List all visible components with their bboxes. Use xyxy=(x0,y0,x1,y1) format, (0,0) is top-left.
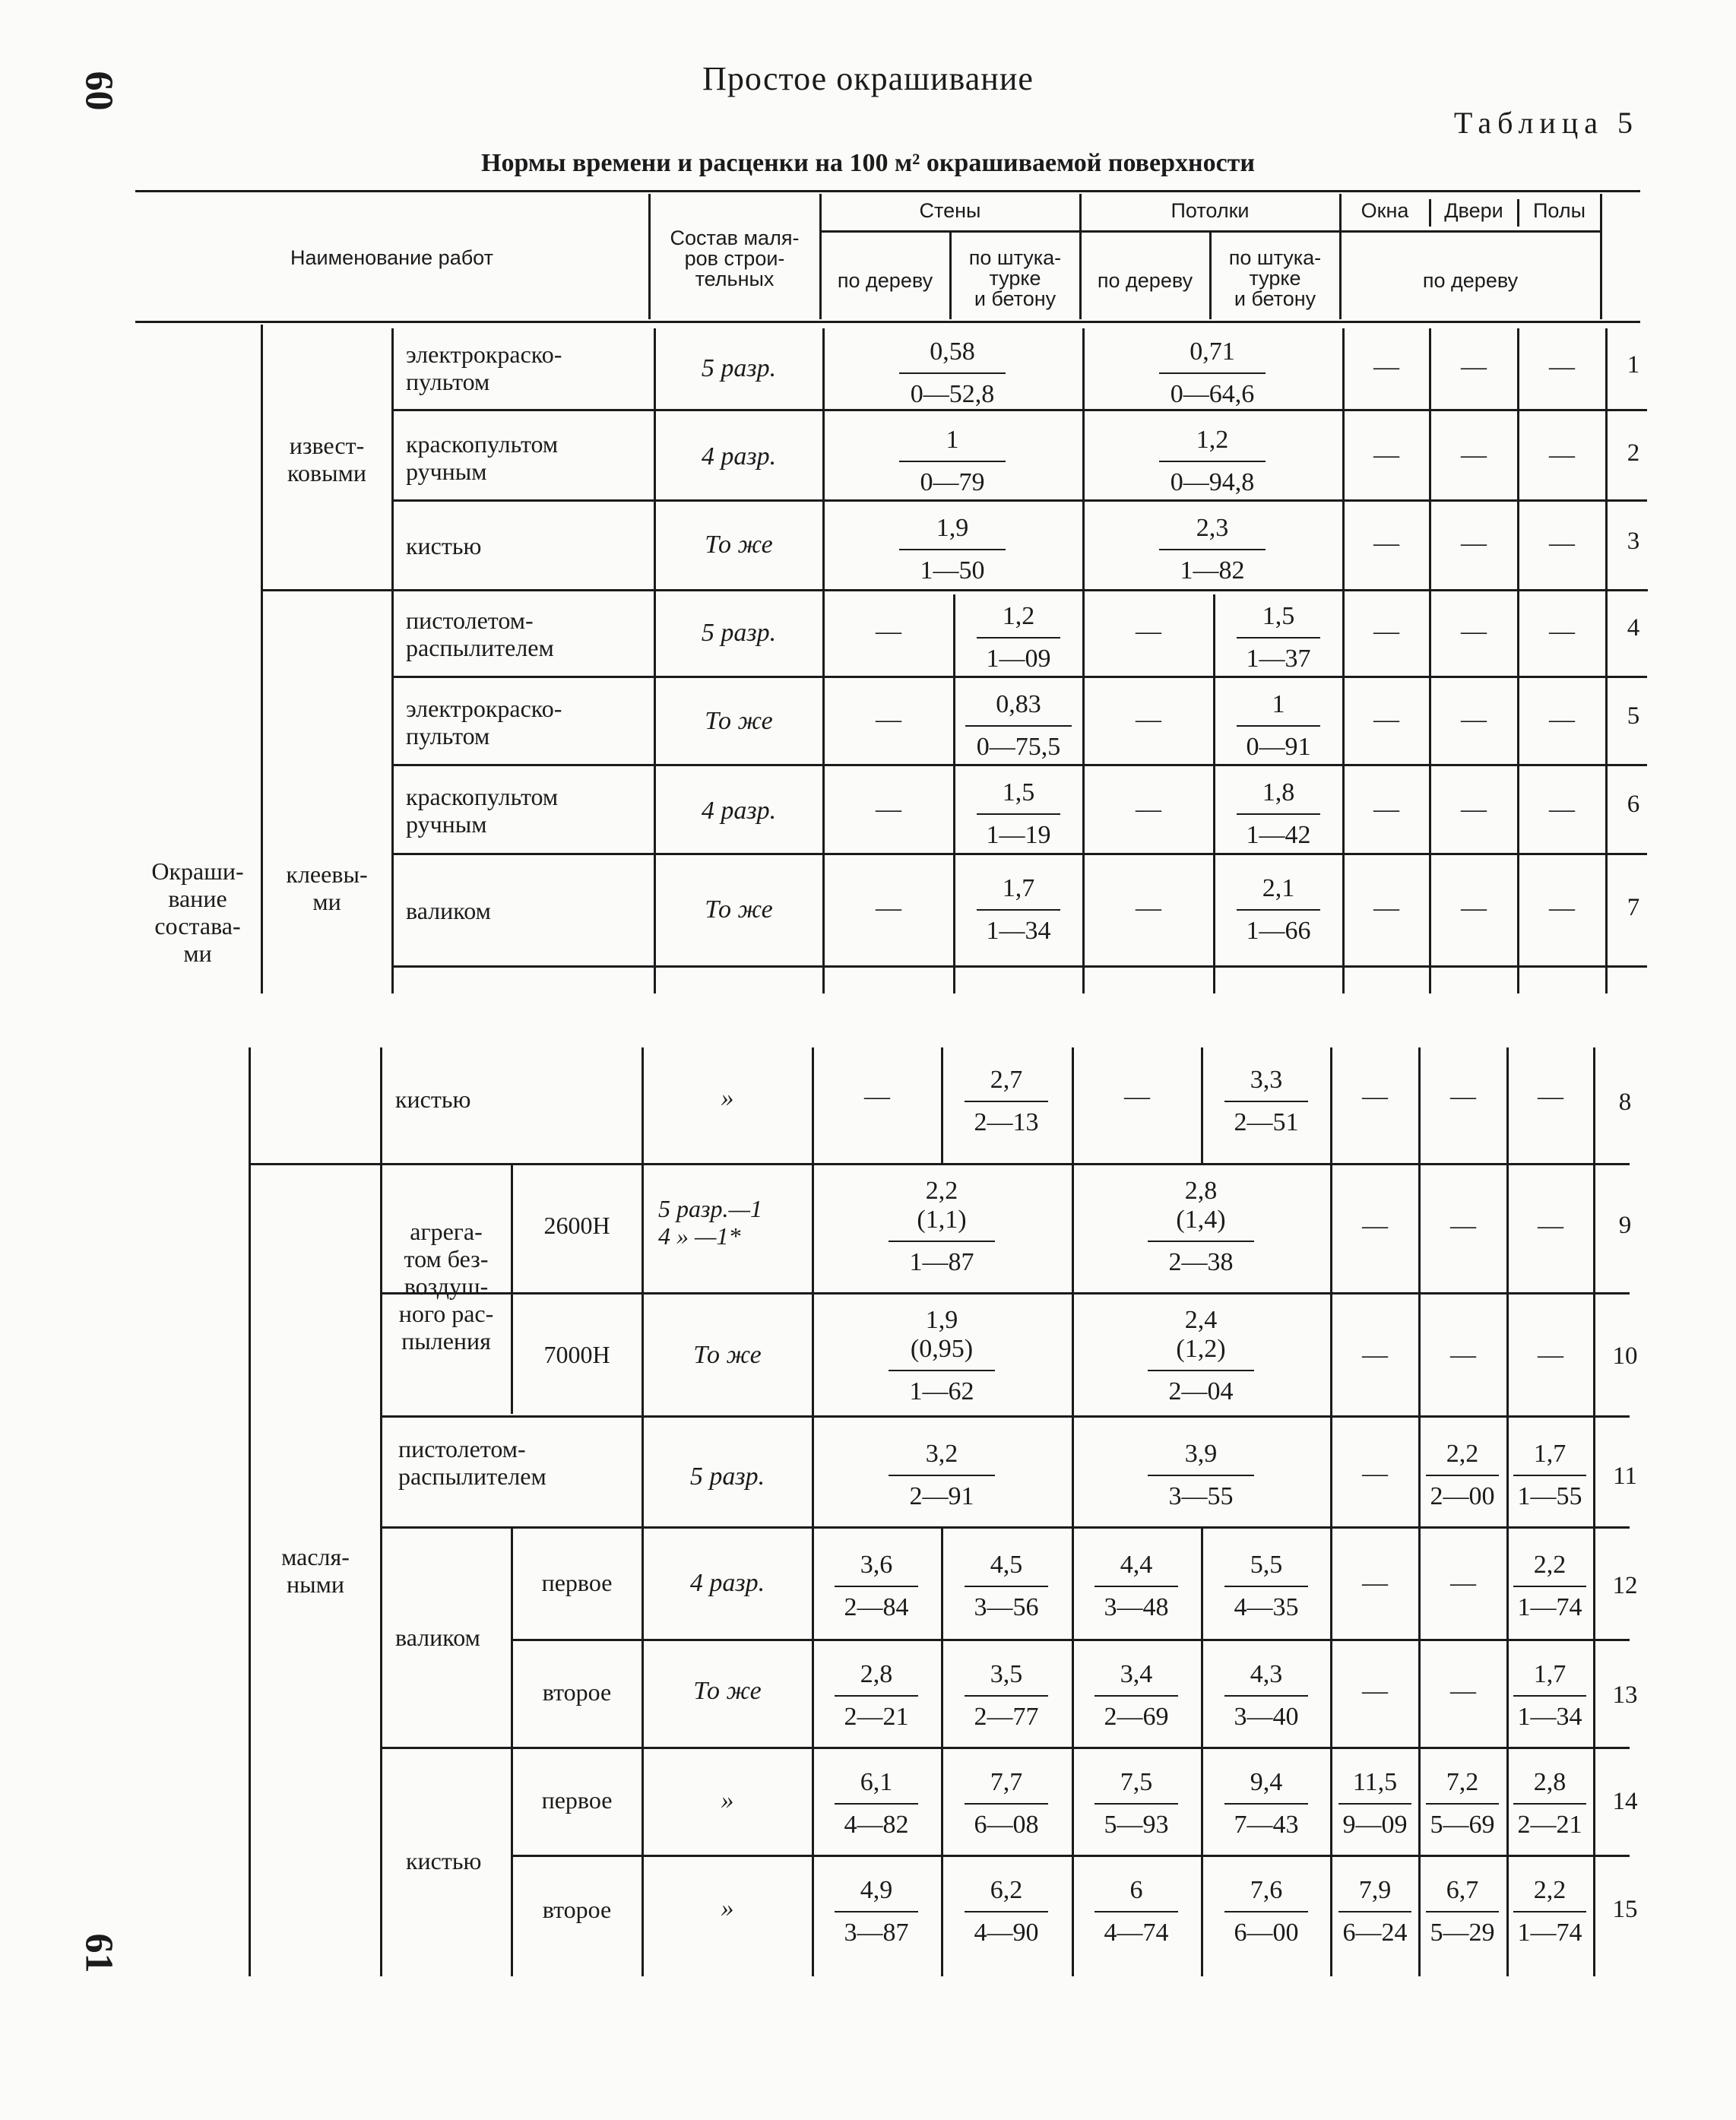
row-10-windows: — xyxy=(1362,1341,1388,1369)
row-11-ceil-norm: 3,9 xyxy=(1184,1440,1218,1468)
row-1-composition: 5 разр. xyxy=(701,354,777,382)
row-3-walls-norm: 1,9 xyxy=(936,514,969,542)
header-walls-plaster: по штука- турке и бетону xyxy=(968,246,1062,310)
header-ceil-wood: по дереву xyxy=(1097,269,1193,292)
row-15-ceil-wood-price: 4—74 xyxy=(1104,1919,1169,1947)
row-9-floors: — xyxy=(1538,1212,1563,1240)
row-13-windows: — xyxy=(1362,1677,1388,1705)
header-walls: Стены xyxy=(919,199,981,222)
row-5-ceil-wood: — xyxy=(1136,705,1161,734)
row-6-ceil-norm: 1,8 xyxy=(1262,778,1295,806)
row-8-ceil-wood: — xyxy=(1124,1082,1150,1111)
row-9-composition: 5 разр.—1 4 » —1* xyxy=(658,1195,762,1250)
row-6-walls-norm: 1,5 xyxy=(1002,778,1035,806)
page-title: Простое окрашивание xyxy=(702,60,1034,97)
row-14-floors-price: 2—21 xyxy=(1517,1811,1582,1839)
row-13-walls-plaster-norm: 3,5 xyxy=(990,1660,1023,1688)
row-6-floors: — xyxy=(1549,795,1575,823)
row-6-walls-price: 1—19 xyxy=(986,821,1051,849)
row-14-coat: первое xyxy=(541,1786,613,1814)
row-2-doors: — xyxy=(1461,441,1487,469)
row-7-doors: — xyxy=(1461,894,1487,922)
row-1-floors: — xyxy=(1549,353,1575,381)
row-6-windows: — xyxy=(1373,795,1399,823)
row-15-windows-norm: 7,9 xyxy=(1358,1876,1392,1904)
row-2-walls-price: 0—79 xyxy=(920,468,985,496)
row-4-doors: — xyxy=(1461,617,1487,645)
row-7-number: 7 xyxy=(1627,894,1640,921)
row-9-ceil-norm: 2,8 xyxy=(1184,1177,1218,1205)
row-9-walls-norm: 2,2 xyxy=(925,1177,958,1205)
row-14-walls-wood-norm: 6,1 xyxy=(860,1768,893,1796)
row-11-floors-price: 1—55 xyxy=(1517,1482,1582,1510)
row-1-ceil-price: 0—64,6 xyxy=(1170,380,1255,408)
row-13-composition: То же xyxy=(693,1677,762,1705)
row-14-walls-wood-price: 4—82 xyxy=(844,1811,909,1839)
row-14-doors-price: 5—69 xyxy=(1430,1811,1495,1839)
row-12-ceil-plaster-price: 4—35 xyxy=(1234,1593,1299,1621)
row-15-number: 15 xyxy=(1612,1896,1638,1923)
row-10-ceil-norm: 2,4 xyxy=(1184,1306,1218,1334)
row-13-ceil-plaster-norm: 4,3 xyxy=(1250,1660,1283,1688)
row-12-walls-plaster-norm: 4,5 xyxy=(990,1551,1023,1579)
row-8-walls-price: 2—13 xyxy=(974,1108,1039,1136)
row-4-windows: — xyxy=(1373,617,1399,645)
header-name: Наименование работ xyxy=(290,246,493,269)
row-4-ceil-norm: 1,5 xyxy=(1262,602,1295,630)
row-14-ceil-wood-price: 5—93 xyxy=(1104,1811,1169,1839)
row-10-model: 7000Н xyxy=(543,1341,610,1368)
row-12-floors-norm: 2,2 xyxy=(1533,1551,1567,1579)
row-15-ceil-plaster-price: 6—00 xyxy=(1234,1919,1299,1947)
row-5-walls-wood: — xyxy=(876,705,901,734)
row-2-ceil-price: 0—94,8 xyxy=(1170,468,1255,496)
row-6-ceil-price: 1—42 xyxy=(1246,821,1311,849)
row-8-doors: — xyxy=(1450,1082,1476,1111)
table-subtitle: Нормы времени и расценки на 100 м² окрашиваемой поверхности xyxy=(481,149,1255,177)
row-3-windows: — xyxy=(1373,529,1399,557)
header-doors: Двери xyxy=(1444,199,1503,222)
row-11-name: пистолетом- распылителем xyxy=(398,1435,546,1490)
row-12-walls-wood-norm: 3,6 xyxy=(860,1551,893,1579)
row-12-ceil-wood-price: 3—48 xyxy=(1104,1593,1169,1621)
row-12-composition: 4 разр. xyxy=(689,1569,765,1597)
row-14-windows-norm: 11,5 xyxy=(1352,1768,1398,1796)
row-4-name: пистолетом- распылителем xyxy=(406,607,554,661)
page-number-bottom: 61 xyxy=(77,1933,121,1973)
row-12-coat: первое xyxy=(541,1569,613,1596)
row-14-doors-norm: 7,2 xyxy=(1446,1768,1479,1796)
row-12-windows: — xyxy=(1362,1569,1388,1597)
page-number-top: 60 xyxy=(77,71,121,111)
row-4-number: 4 xyxy=(1627,614,1640,642)
row-14-ceil-wood-norm: 7,5 xyxy=(1120,1768,1153,1796)
row-10-doors: — xyxy=(1450,1341,1476,1369)
row-5-number: 5 xyxy=(1627,702,1640,730)
row-2-floors: — xyxy=(1549,441,1575,469)
row-8-composition: » xyxy=(721,1084,734,1112)
group-glue-label: клеевы- ми xyxy=(286,860,368,915)
row-14-composition: » xyxy=(721,1786,734,1814)
row-11-composition: 5 разр. xyxy=(689,1462,765,1491)
row-10-floors: — xyxy=(1538,1341,1563,1369)
row-11-walls-price: 2—91 xyxy=(909,1482,974,1510)
group-main-label: Окраши- вание состава- ми xyxy=(151,857,244,967)
row-13-doors: — xyxy=(1450,1677,1476,1705)
row-15-walls-plaster-norm: 6,2 xyxy=(990,1876,1023,1904)
header-walls-wood: по дереву xyxy=(837,269,933,292)
row-2-windows: — xyxy=(1373,441,1399,469)
row-15-doors-price: 5—29 xyxy=(1430,1919,1495,1947)
row-5-doors: — xyxy=(1461,705,1487,734)
row-15-walls-wood-norm: 4,9 xyxy=(860,1876,893,1904)
row-4-ceil-price: 1—37 xyxy=(1246,645,1311,673)
row-9-ceil-price: 2—38 xyxy=(1168,1248,1234,1276)
row-1-number: 1 xyxy=(1627,351,1640,379)
row-6-ceil-wood: — xyxy=(1136,795,1161,823)
row-10-number: 10 xyxy=(1612,1342,1638,1370)
row-15-composition: » xyxy=(721,1894,734,1922)
row-11-windows: — xyxy=(1362,1459,1388,1488)
row-3-floors: — xyxy=(1549,529,1575,557)
row-10-ceil-norm-alt: (1,2) xyxy=(1176,1335,1226,1363)
row-7-walls-price: 1—34 xyxy=(986,917,1051,945)
row-4-walls-price: 1—09 xyxy=(986,645,1051,673)
row-10-ceil-price: 2—04 xyxy=(1168,1377,1234,1405)
row-11-floors-norm: 1,7 xyxy=(1533,1440,1567,1468)
row-11-doors-norm: 2,2 xyxy=(1446,1440,1479,1468)
row-12-ceil-plaster-norm: 5,5 xyxy=(1250,1551,1283,1579)
row-6-walls-wood: — xyxy=(876,795,901,823)
row-4-ceil-wood: — xyxy=(1136,617,1161,645)
row-2-name: краскопультом ручным xyxy=(406,430,559,485)
row-12-ceil-wood-norm: 4,4 xyxy=(1120,1551,1153,1579)
group-oil-label: масля- ными xyxy=(281,1543,350,1598)
row-4-walls-wood: — xyxy=(876,617,901,645)
row-4-composition: 5 разр. xyxy=(701,619,777,647)
group-airless-label: агрега- том без- воздуш- ного рас- пыления xyxy=(398,1218,494,1355)
row-14-floors-norm: 2,8 xyxy=(1533,1768,1567,1796)
row-13-number: 13 xyxy=(1612,1681,1638,1709)
row-11-number: 11 xyxy=(1613,1462,1637,1490)
row-8-number: 8 xyxy=(1618,1089,1632,1116)
row-9-walls-norm-alt: (1,1) xyxy=(917,1206,967,1234)
row-3-ceil-price: 1—82 xyxy=(1180,556,1245,585)
row-7-walls-norm: 1,7 xyxy=(1002,874,1035,902)
row-8-floors: — xyxy=(1538,1082,1563,1111)
group-roller-label: валиком xyxy=(395,1624,480,1651)
row-9-doors: — xyxy=(1450,1212,1476,1240)
row-15-walls-wood-price: 3—87 xyxy=(844,1919,909,1947)
row-5-floors: — xyxy=(1549,705,1575,734)
row-12-number: 12 xyxy=(1612,1572,1638,1599)
row-15-walls-plaster-price: 4—90 xyxy=(974,1919,1039,1947)
row-13-coat: второе xyxy=(542,1678,612,1706)
row-14-number: 14 xyxy=(1612,1788,1638,1815)
row-1-ceil-norm: 0,71 xyxy=(1190,337,1235,366)
row-9-windows: — xyxy=(1362,1212,1388,1240)
table-label: Таблица 5 xyxy=(1453,106,1639,140)
row-9-number: 9 xyxy=(1618,1212,1632,1239)
row-14-windows-price: 9—09 xyxy=(1342,1811,1408,1839)
group-lime-label: извест- ковыми xyxy=(287,432,366,486)
row-10-walls-norm: 1,9 xyxy=(925,1306,958,1334)
row-3-name: кистью xyxy=(406,532,482,559)
row-6-doors: — xyxy=(1461,795,1487,823)
row-8-walls-norm: 2,7 xyxy=(990,1066,1023,1094)
row-7-walls-wood: — xyxy=(876,894,901,922)
group-brush-label: кистью xyxy=(406,1847,482,1874)
header-composition: Состав маля- ров строи- тельных xyxy=(670,227,800,290)
row-12-floors-price: 1—74 xyxy=(1517,1593,1582,1621)
row-13-walls-plaster-price: 2—77 xyxy=(974,1703,1039,1731)
row-1-walls-norm: 0,58 xyxy=(930,337,975,366)
row-13-walls-wood-norm: 2,8 xyxy=(860,1660,893,1688)
row-5-walls-price: 0—75,5 xyxy=(976,733,1061,761)
row-4-floors: — xyxy=(1549,617,1575,645)
row-12-doors: — xyxy=(1450,1569,1476,1597)
row-9-model: 2600Н xyxy=(543,1212,610,1239)
row-8-walls-wood: — xyxy=(864,1082,890,1111)
row-8-ceil-price: 2—51 xyxy=(1234,1108,1299,1136)
row-5-composition: То же xyxy=(705,707,773,735)
row-7-name: валиком xyxy=(406,897,491,924)
row-13-walls-wood-price: 2—21 xyxy=(844,1703,909,1731)
row-11-walls-norm: 3,2 xyxy=(925,1440,958,1468)
row-13-ceil-plaster-price: 3—40 xyxy=(1234,1703,1299,1731)
row-13-floors-price: 1—34 xyxy=(1517,1703,1582,1731)
row-5-name: электрокраско- пультом xyxy=(406,695,562,749)
row-2-number: 2 xyxy=(1627,439,1640,467)
row-3-number: 3 xyxy=(1627,528,1640,555)
row-12-walls-plaster-price: 3—56 xyxy=(974,1593,1039,1621)
row-3-ceil-norm: 2,3 xyxy=(1196,514,1229,542)
row-9-ceil-norm-alt: (1,4) xyxy=(1176,1206,1226,1234)
row-7-floors: — xyxy=(1549,894,1575,922)
row-13-ceil-wood-norm: 3,4 xyxy=(1120,1660,1153,1688)
row-8-windows: — xyxy=(1362,1082,1388,1111)
row-15-coat: второе xyxy=(542,1896,612,1923)
row-13-ceil-wood-price: 2—69 xyxy=(1104,1703,1169,1731)
header-ceil-plaster: по штука- турке и бетону xyxy=(1228,246,1322,310)
row-15-ceil-wood-norm: 6 xyxy=(1129,1876,1143,1904)
row-7-ceil-wood: — xyxy=(1136,894,1161,922)
row-14-ceil-plaster-norm: 9,4 xyxy=(1250,1768,1283,1796)
row-15-floors-price: 1—74 xyxy=(1517,1919,1582,1947)
row-11-ceil-price: 3—55 xyxy=(1168,1482,1234,1510)
row-10-walls-price: 1—62 xyxy=(909,1377,974,1405)
row-10-walls-norm-alt: (0,95) xyxy=(910,1335,974,1363)
row-1-walls-price: 0—52,8 xyxy=(910,380,995,408)
row-9-walls-price: 1—87 xyxy=(909,1248,974,1276)
row-15-doors-norm: 6,7 xyxy=(1446,1876,1479,1904)
row-2-ceil-norm: 1,2 xyxy=(1196,426,1229,454)
row-14-walls-plaster-norm: 7,7 xyxy=(990,1768,1023,1796)
row-1-windows: — xyxy=(1373,353,1399,381)
row-8-ceil-norm: 3,3 xyxy=(1250,1066,1283,1094)
row-7-windows: — xyxy=(1373,894,1399,922)
header-floors: Полы xyxy=(1533,199,1586,222)
row-15-windows-price: 6—24 xyxy=(1342,1919,1408,1947)
row-11-doors-price: 2—00 xyxy=(1430,1482,1495,1510)
row-15-ceil-plaster-norm: 7,6 xyxy=(1250,1876,1283,1904)
row-14-ceil-plaster-price: 7—43 xyxy=(1234,1811,1299,1839)
row-14-walls-plaster-price: 6—08 xyxy=(974,1811,1039,1839)
row-5-ceil-norm: 1 xyxy=(1272,690,1285,718)
row-3-doors: — xyxy=(1461,529,1487,557)
row-3-composition: То же xyxy=(705,531,773,559)
row-5-ceil-price: 0—91 xyxy=(1246,733,1311,761)
row-6-name: краскопультом ручным xyxy=(406,783,559,838)
row-6-number: 6 xyxy=(1627,791,1640,818)
row-8-name: кистью xyxy=(395,1085,471,1113)
row-7-ceil-norm: 2,1 xyxy=(1262,874,1295,902)
header-ceilings: Потолки xyxy=(1171,199,1250,222)
row-12-walls-wood-price: 2—84 xyxy=(844,1593,909,1621)
row-5-windows: — xyxy=(1373,705,1399,734)
row-7-ceil-price: 1—66 xyxy=(1246,917,1311,945)
row-4-walls-norm: 1,2 xyxy=(1002,602,1035,630)
row-2-walls-norm: 1 xyxy=(946,426,959,454)
row-6-composition: 4 разр. xyxy=(701,797,777,825)
row-1-doors: — xyxy=(1461,353,1487,381)
header-windows: Окна xyxy=(1361,199,1409,222)
row-2-composition: 4 разр. xyxy=(701,442,777,471)
row-7-composition: То же xyxy=(705,895,773,924)
header-wood-span: по дереву xyxy=(1422,269,1519,292)
row-15-floors-norm: 2,2 xyxy=(1533,1876,1567,1904)
row-1-name: электрокраско- пультом xyxy=(406,341,562,395)
row-3-walls-price: 1—50 xyxy=(920,556,985,585)
row-5-walls-norm: 0,83 xyxy=(996,690,1041,718)
row-10-composition: То же xyxy=(693,1341,762,1369)
row-13-floors-norm: 1,7 xyxy=(1533,1660,1567,1688)
